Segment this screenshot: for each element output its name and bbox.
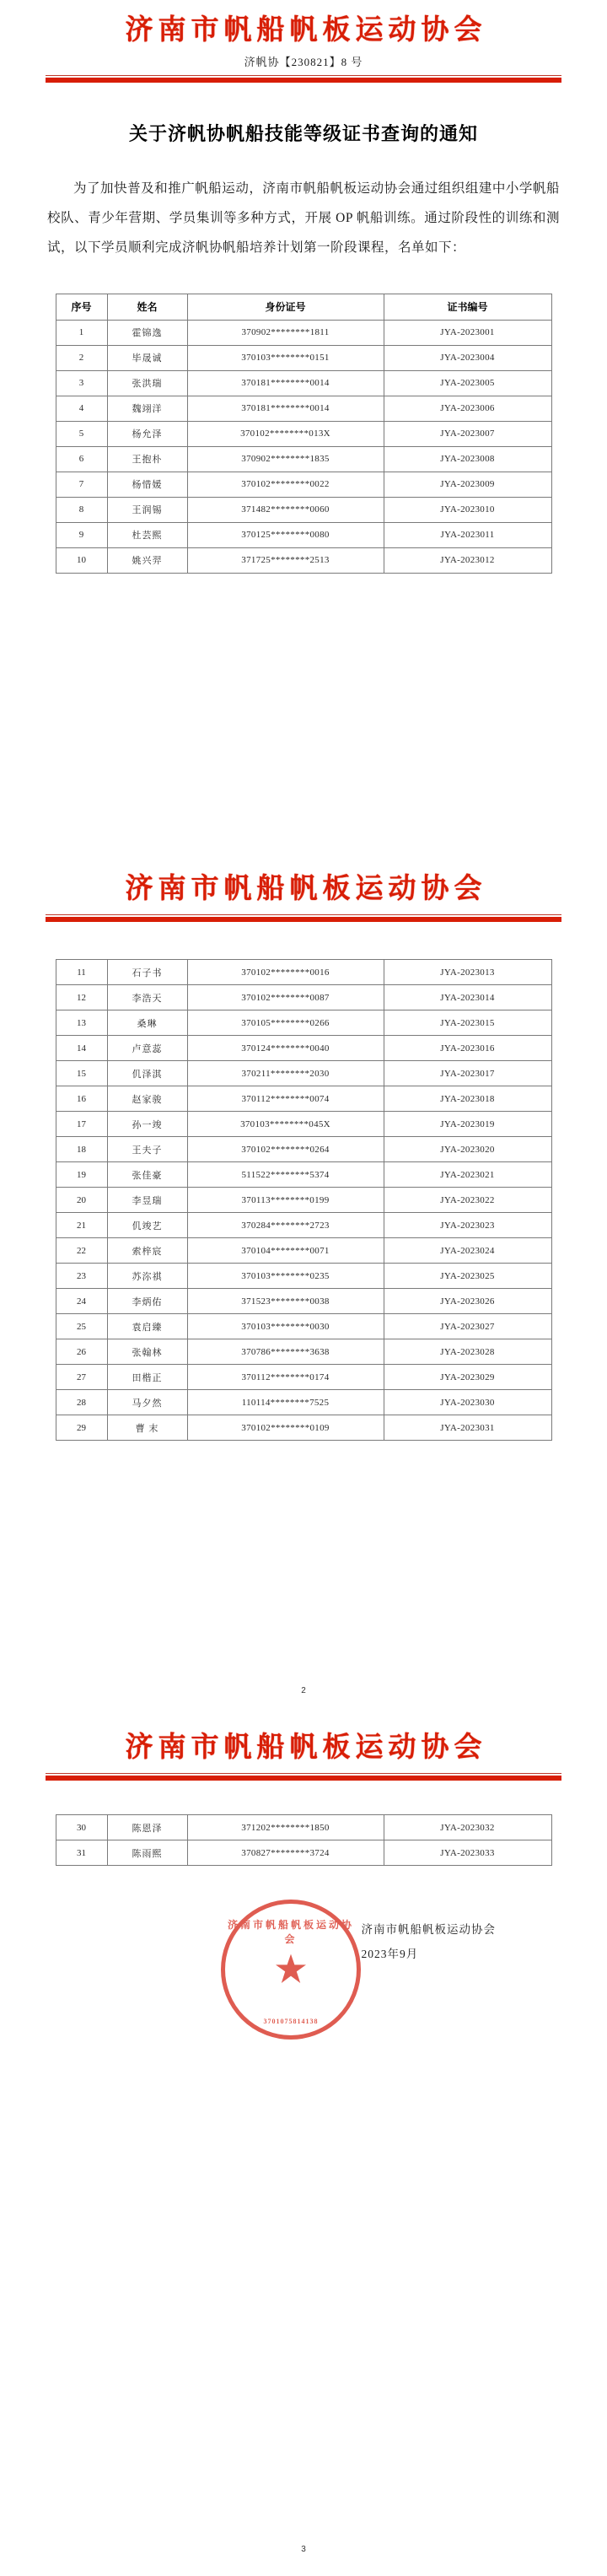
cell-name: 杨惜媛 [107,472,187,497]
cell-index: 15 [56,1061,107,1086]
cell-name: 石子书 [107,960,187,985]
cell-index: 29 [56,1415,107,1441]
letterhead-divider [46,1773,561,1781]
cell-index: 10 [56,547,107,573]
cell-certificate: JYA-2023030 [384,1390,551,1415]
cell-id-number: 370102********013X [187,421,384,446]
table-header-row [56,294,551,320]
table-row [56,1112,551,1137]
cell-index: 22 [56,1238,107,1264]
cell-certificate: JYA-2023024 [384,1238,551,1264]
table-body [56,960,551,1441]
signature-organization: 济南市帆船帆板运动协会 [361,1923,496,1937]
cell-id-number: 370102********0109 [187,1415,384,1441]
cell-name: 田楷正 [107,1365,187,1390]
cell-certificate: JYA-2023014 [384,985,551,1010]
cell-index: 13 [56,1010,107,1036]
cell-index: 6 [56,446,107,472]
cell-index: 24 [56,1289,107,1314]
cell-id-number: 370103********0030 [187,1314,384,1339]
cell-index: 27 [56,1365,107,1390]
table-row [56,1137,551,1162]
cell-index: 7 [56,472,107,497]
cell-index: 20 [56,1188,107,1213]
cell-name: 仉泽淇 [107,1061,187,1086]
cell-certificate: JYA-2023019 [384,1112,551,1137]
cell-certificate: JYA-2023015 [384,1010,551,1036]
table-row [56,1339,551,1365]
cell-index: 16 [56,1086,107,1112]
cell-id-number: 370181********0014 [187,370,384,396]
table-row [56,1036,551,1061]
table-header [56,294,551,320]
cell-id-number: 370102********0264 [187,1137,384,1162]
signature-lines [362,1918,497,1966]
cell-index: 8 [56,497,107,522]
table-row [56,985,551,1010]
table-row [56,1815,551,1840]
letterhead-page-2 [0,859,607,922]
cell-certificate: JYA-2023020 [384,1137,551,1162]
document-page-3 [0,1717,607,2576]
cell-id-number: 370124********0040 [187,1036,384,1061]
cell-certificate: JYA-2023009 [384,472,551,497]
table-row [56,1188,551,1213]
cell-index: 9 [56,522,107,547]
table-row [56,1415,551,1441]
cell-index: 21 [56,1213,107,1238]
table-row [56,345,551,370]
roster-table-block-1 [0,294,607,574]
cell-certificate: JYA-2023032 [384,1815,551,1840]
divider-thin-line [46,1773,561,1774]
cell-certificate: JYA-2023012 [384,547,551,573]
organization-title: 济南市帆船帆板运动协会 [125,15,487,46]
body-paragraph: 为了加快普及和推广帆船运动，济南市帆船帆板运动协会通过组织组建中小学帆船校队、青少年营期、学员集训等多种方式，开展 OP 帆船训练。通过阶段性的训练和测试，以下学员顺利完成济帆协帆船培养计划第一阶段课程，名单如下： [47,181,560,255]
roster-table [56,959,552,1441]
table-row [56,1086,551,1112]
table-row [56,396,551,421]
cell-certificate: JYA-2023018 [384,1086,551,1112]
signature-block [0,1894,607,2063]
cell-id-number: 511522********5374 [187,1162,384,1188]
cell-id-number: 370125********0080 [187,522,384,547]
cell-name: 苏沵祺 [107,1264,187,1289]
cell-id-number: 370103********0151 [187,345,384,370]
cell-id-number: 370112********0174 [187,1365,384,1390]
cell-certificate: JYA-2023004 [384,345,551,370]
cell-name: 卢意蕊 [107,1036,187,1061]
cell-id-number: 371725********2513 [187,547,384,573]
document-number: 济帆协【230821】8 号 [244,56,363,69]
cell-id-number: 370902********1811 [187,320,384,345]
cell-certificate: JYA-2023001 [384,320,551,345]
cell-id-number: 370105********0266 [187,1010,384,1036]
table-row [56,1840,551,1866]
cell-id-number: 370902********1835 [187,446,384,472]
cell-index: 5 [56,421,107,446]
cell-name: 孙一竣 [107,1112,187,1137]
letterhead-divider [46,75,561,83]
cell-id-number: 370181********0014 [187,396,384,421]
cell-id-number: 370827********3724 [187,1840,384,1866]
cell-certificate: JYA-2023026 [384,1289,551,1314]
column-header-name: 姓名 [107,294,187,320]
roster-table [56,1814,552,1866]
cell-name: 张佳豪 [107,1162,187,1188]
cell-name: 曹 末 [107,1415,187,1441]
signature-date: 2023年9月 [361,1947,419,1960]
cell-index: 11 [56,960,107,985]
cell-name: 王抱朴 [107,446,187,472]
cell-certificate: JYA-2023033 [384,1840,551,1866]
table-row [56,1162,551,1188]
seal-star-icon [274,1953,308,1986]
cell-index: 25 [56,1314,107,1339]
cell-name: 张洪瑞 [107,370,187,396]
table-row [56,522,551,547]
cell-certificate: JYA-2023027 [384,1314,551,1339]
cell-certificate: JYA-2023021 [384,1162,551,1188]
cell-index: 1 [56,320,107,345]
cell-name: 陈雨熙 [107,1840,187,1866]
cell-certificate: JYA-2023006 [384,396,551,421]
cell-id-number: 370113********0199 [187,1188,384,1213]
cell-index: 26 [56,1339,107,1365]
letterhead-divider [46,914,561,922]
divider-thick-line [46,78,561,83]
cell-index: 2 [56,345,107,370]
cell-id-number: 110114********7525 [187,1390,384,1415]
cell-name: 袁启臻 [107,1314,187,1339]
divider-thick-line [46,1776,561,1781]
cell-index: 14 [56,1036,107,1061]
cell-name: 仉竣艺 [107,1213,187,1238]
cell-index: 30 [56,1815,107,1840]
cell-id-number: 371523********0038 [187,1289,384,1314]
seal-bottom-text [225,2018,357,2025]
letterhead-page-3 [0,1717,607,1781]
cell-id-number: 370102********0022 [187,472,384,497]
cell-id-number: 370102********0016 [187,960,384,985]
cell-certificate: JYA-2023031 [384,1415,551,1441]
document-page-1 [0,0,607,859]
table-row [56,1213,551,1238]
cell-index: 28 [56,1390,107,1415]
cell-certificate: JYA-2023028 [384,1339,551,1365]
cell-name: 李昱瑞 [107,1188,187,1213]
organization-title: 济南市帆船帆板运动协会 [125,874,487,904]
cell-index: 12 [56,985,107,1010]
table-body [56,320,551,573]
table-row [56,960,551,985]
page-title: 关于济帆协帆船技能等级证书查询的通知 [128,123,478,145]
cell-index: 18 [56,1137,107,1162]
cell-certificate: JYA-2023008 [384,446,551,472]
cell-name: 索梓宸 [107,1238,187,1264]
table-row [56,320,551,345]
table-row [56,370,551,396]
cell-name: 王润锡 [107,497,187,522]
cell-id-number: 370103********045X [187,1112,384,1137]
divider-thin-line [46,75,561,76]
cell-name: 李浩天 [107,985,187,1010]
cell-certificate: JYA-2023013 [384,960,551,985]
letterhead-page-1 [0,0,607,83]
cell-index: 17 [56,1112,107,1137]
cell-index: 19 [56,1162,107,1188]
cell-certificate: JYA-2023007 [384,421,551,446]
cell-name: 陈恩泽 [107,1815,187,1840]
cell-name: 姚兴羿 [107,547,187,573]
cell-name: 杨允泽 [107,421,187,446]
cell-name: 李炳佑 [107,1289,187,1314]
cell-id-number: 371482********0060 [187,497,384,522]
roster-table [56,294,552,574]
cell-certificate: JYA-2023010 [384,497,551,522]
divider-thick-line [46,917,561,922]
table-row [56,1289,551,1314]
cell-certificate: JYA-2023016 [384,1036,551,1061]
cell-name: 魏翊洋 [107,396,187,421]
cell-id-number: 370112********0074 [187,1086,384,1112]
cell-certificate: JYA-2023017 [384,1061,551,1086]
roster-table-block-2 [0,959,607,1441]
cell-index: 23 [56,1264,107,1289]
cell-name: 赵家骏 [107,1086,187,1112]
cell-id-number: 370211********2030 [187,1061,384,1086]
cell-certificate: JYA-2023022 [384,1188,551,1213]
column-header-index: 序号 [56,294,107,320]
table-row [56,1264,551,1289]
table-body [56,1815,551,1866]
table-row [56,421,551,446]
roster-table-block-3 [0,1814,607,1866]
seal-top-text-label: 济南市帆船帆板运动协会 [227,1919,354,1946]
table-row [56,497,551,522]
table-row [56,1365,551,1390]
cell-id-number: 370104********0071 [187,1238,384,1264]
official-seal [221,1900,361,2040]
cell-id-number: 370102********0087 [187,985,384,1010]
table-row [56,1238,551,1264]
table-row [56,1061,551,1086]
cell-name: 霍锦逸 [107,320,187,345]
document-page-2 [0,859,607,1717]
cell-name: 毕晟诚 [107,345,187,370]
cell-index: 31 [56,1840,107,1866]
page-number: 2 [301,1686,306,1695]
cell-index: 4 [56,396,107,421]
cell-name: 王夫子 [107,1137,187,1162]
organization-title: 济南市帆船帆板运动协会 [125,1733,487,1763]
divider-thin-line [46,914,561,915]
page-number: 3 [301,2545,306,2554]
cell-certificate: JYA-2023005 [384,370,551,396]
cell-id-number: 370284********2723 [187,1213,384,1238]
cell-name: 张翰林 [107,1339,187,1365]
cell-name: 杜芸熙 [107,522,187,547]
table-row [56,472,551,497]
cell-index: 3 [56,370,107,396]
cell-name: 桑琳 [107,1010,187,1036]
cell-certificate: JYA-2023023 [384,1213,551,1238]
table-row [56,1390,551,1415]
table-row [56,1010,551,1036]
cell-certificate: JYA-2023011 [384,522,551,547]
seal-bottom-text-label: 3701075814138 [263,2018,319,2026]
cell-certificate: JYA-2023029 [384,1365,551,1390]
cell-name: 马夕然 [107,1390,187,1415]
column-header-certificate: 证书编号 [384,294,551,320]
cell-certificate: JYA-2023025 [384,1264,551,1289]
cell-id-number: 371202********1850 [187,1815,384,1840]
cell-id-number: 370103********0235 [187,1264,384,1289]
table-row [56,1314,551,1339]
seal-top-text [225,1917,357,1946]
column-header-id-number: 身份证号 [187,294,384,320]
cell-id-number: 370786********3638 [187,1339,384,1365]
table-row [56,446,551,472]
table-row [56,547,551,573]
